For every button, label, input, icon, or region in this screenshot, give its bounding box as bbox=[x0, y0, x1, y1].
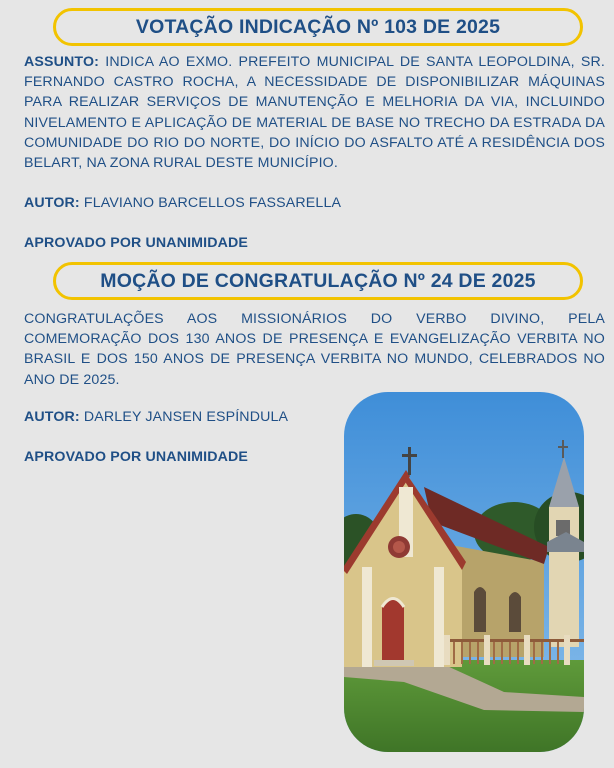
section1-title: VOTAÇÃO INDICAÇÃO Nº 103 DE 2025 bbox=[135, 15, 501, 38]
section2-title-pill bbox=[53, 262, 583, 300]
section1-author-name: FLAVIANO BARCELLOS FASSARELLA bbox=[79, 195, 342, 211]
section2-author-label: AUTOR: bbox=[24, 409, 80, 425]
section2-author bbox=[24, 409, 288, 425]
section2-author-name: DARLEY JANSEN ESPÍNDULA bbox=[79, 409, 289, 425]
section1-result: APROVADO POR UNANIMIDADE bbox=[24, 235, 249, 251]
section2-body: CONGRATULAÇÕES AOS MISSIONÁRIOS DO VERBO DIVINO, PELA COMEMORAÇÃO DOS 130 ANOS DE PRESENÇA E EVANGELIZAÇÃO VERBITA NO BRASIL E DOS 150 ANOS DE PRESENÇA VERBITA NO MUNDO, CELEBRADOS NO ANO DE 2025. bbox=[24, 311, 605, 388]
church-photo bbox=[344, 392, 584, 752]
section2-result: APROVADO POR UNANIMIDADE bbox=[24, 449, 249, 465]
section1-author-label: AUTOR: bbox=[24, 195, 80, 211]
section1-author bbox=[24, 195, 341, 211]
section2-title: MOÇÃO DE CONGRATULAÇÃO Nº 24 DE 2025 bbox=[100, 269, 536, 292]
section1-subject-text: INDICA AO EXMO. PREFEITO MUNICIPAL DE SANTA LEOPOLDINA, SR. FERNANDO CASTRO ROCHA, A NECESSIDADE DE DISPONIBILIZAR MÁQUINAS PARA REALIZAR SERVIÇOS DE MANUTENÇÃO E MELHORIA DA VIA, INCLUINDO NIVELAMENTO E APLICAÇÃO DE MATERIAL DE BASE NO TRECHO DA ESTRADA DA COMUNIDADE DO RIO DO NORTE, DO INÍCIO DO ASFALTO ATÉ A RESIDÊNCIA DOS BELART, NA ZONA RURAL DESTE MUNICÍPIO. bbox=[24, 54, 605, 172]
section1-subject bbox=[24, 52, 605, 173]
section1-subject-label: ASSUNTO: bbox=[24, 54, 100, 70]
section1-title-pill bbox=[53, 8, 583, 46]
